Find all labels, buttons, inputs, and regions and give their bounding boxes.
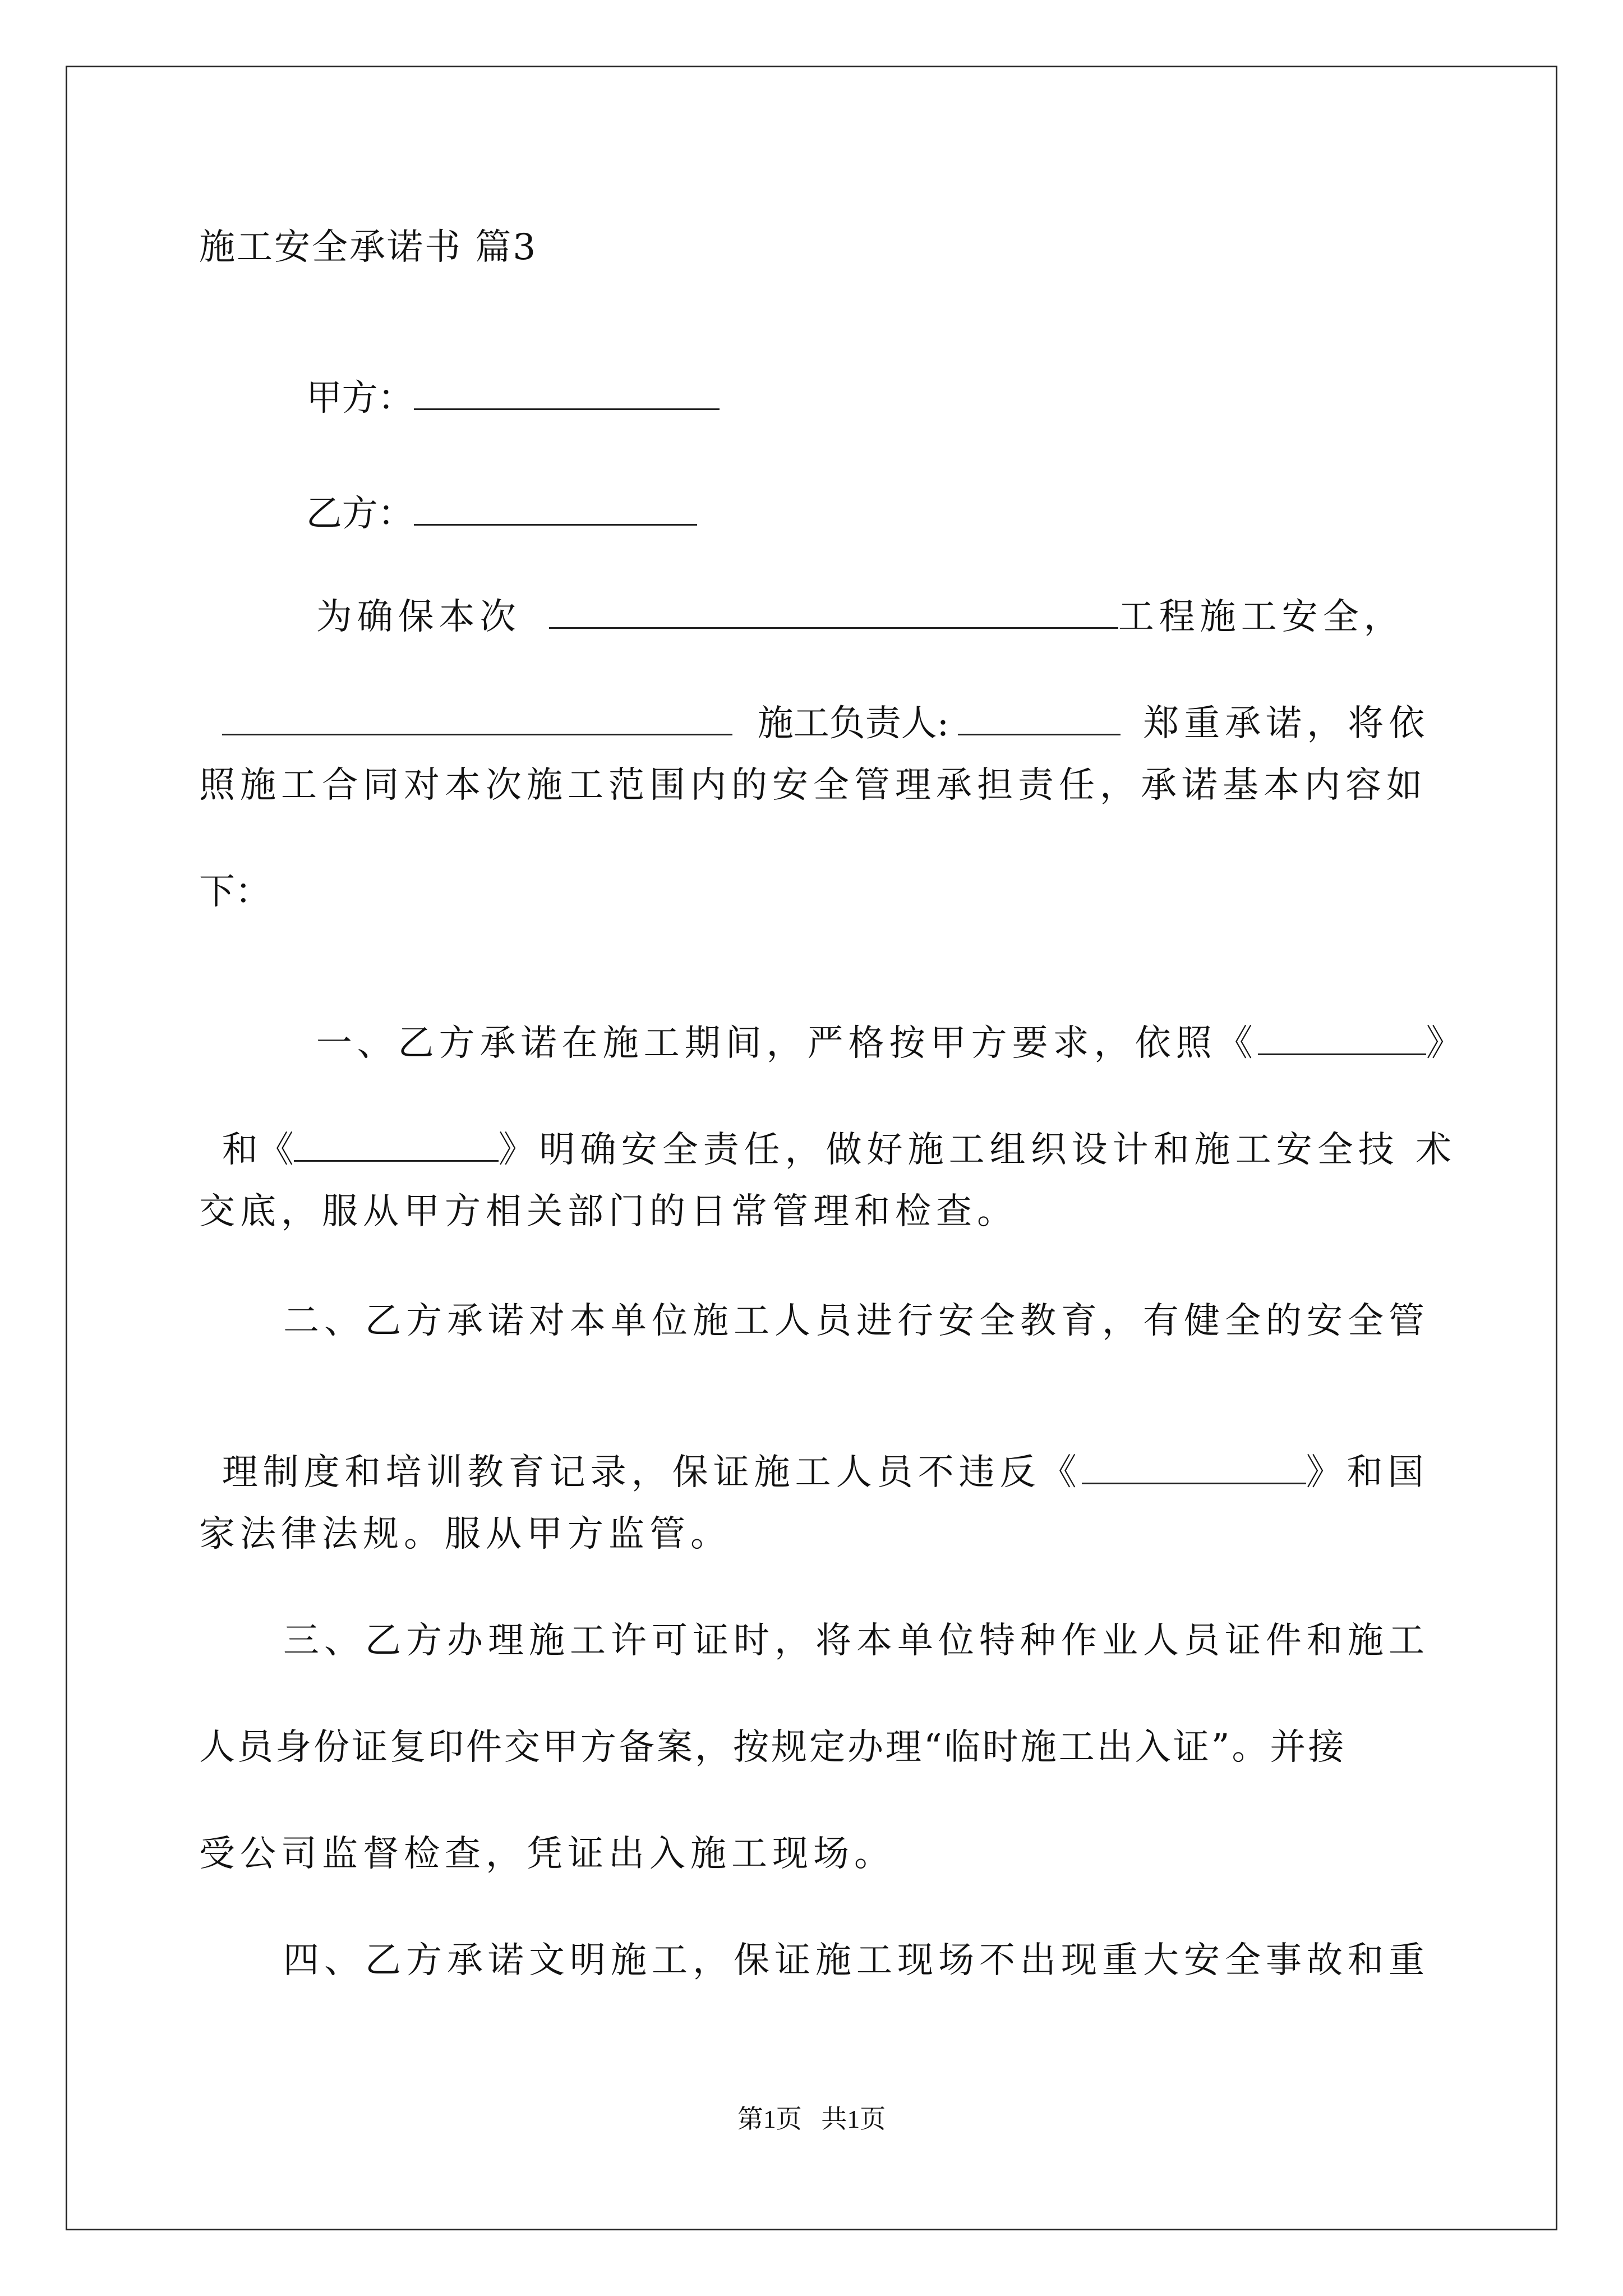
responsible-person-blank [958, 702, 1121, 735]
clause3-line-2: 人员身份证复印件交甲方备案，按规定办理“临时施工出入证”。并接 [199, 1727, 1347, 1768]
clause2-line2-a: 理制度和培训教育记录，保证施工人员不违反《 [222, 1452, 1082, 1493]
intro-line1-b: 工程施工安全， [1118, 596, 1405, 638]
clause2-line-1: 二、乙方承诺对本单位施工人员进行安全教育，有健全的安全管 [283, 1300, 1430, 1342]
clause3-line-1: 三、乙方办理施工许可证时，将本单位特种作业人员证件和施工 [283, 1620, 1430, 1662]
clause1-line1-b: 》 [1426, 1023, 1467, 1064]
clause4-line-1: 四、乙方承诺文明施工，保证施工现场不出现重大安全事故和重 [283, 1940, 1430, 1981]
contractor-blank [222, 702, 732, 735]
party-b-label: 乙方： [306, 493, 414, 535]
clause1-line-3: 交底，服从甲方相关部门的日常管理和检查。 [199, 1191, 1018, 1232]
party-a-blank [414, 377, 720, 410]
clause1-line-2 [199, 1083, 1456, 1172]
intro-line-4: 下： [199, 871, 271, 913]
clause2-line-2 [199, 1405, 1429, 1495]
clause1-line-1 [283, 976, 1467, 1066]
party-b-line [283, 447, 697, 536]
party-a-label: 甲方： [306, 378, 414, 419]
intro-line-3: 照施工合同对本次施工范围内的安全管理承担责任，承诺基本内容如 [199, 765, 1427, 806]
intro-line2-b: 郑重承诺，将依 [1143, 703, 1430, 744]
clause1-line2-b: 》明确安全责任，做好施工组织设计和施工安全技 术 [498, 1129, 1457, 1171]
clause2-line-3: 家法律法规。服从甲方监管。 [199, 1513, 731, 1555]
regulation-3-blank [1082, 1451, 1306, 1484]
page-footer: 第1页 共1页 [737, 2105, 886, 2133]
intro-line-1 [283, 550, 1405, 639]
clause2-line2-b: 》和国 [1306, 1452, 1429, 1493]
regulation-2-blank [294, 1129, 499, 1162]
intro-line2-a: 施工负责人: [757, 703, 949, 744]
intro-line1-a: 为确保本次 [316, 596, 521, 638]
party-a-line [283, 331, 720, 421]
clause1-line2-a: 和《 [222, 1129, 294, 1171]
project-name-blank [549, 596, 1118, 629]
party-b-blank [414, 493, 697, 526]
clause1-line1-a: 一、乙方承诺在施工期间，严格按甲方要求，依照《 [316, 1023, 1258, 1064]
clause3-line-3: 受公司监督检查，凭证出入施工现场。 [199, 1833, 895, 1875]
document-title: 施工安全承诺书 篇3 [199, 227, 538, 268]
intro-line-2 [199, 656, 1430, 746]
regulation-1-blank [1258, 1022, 1426, 1055]
